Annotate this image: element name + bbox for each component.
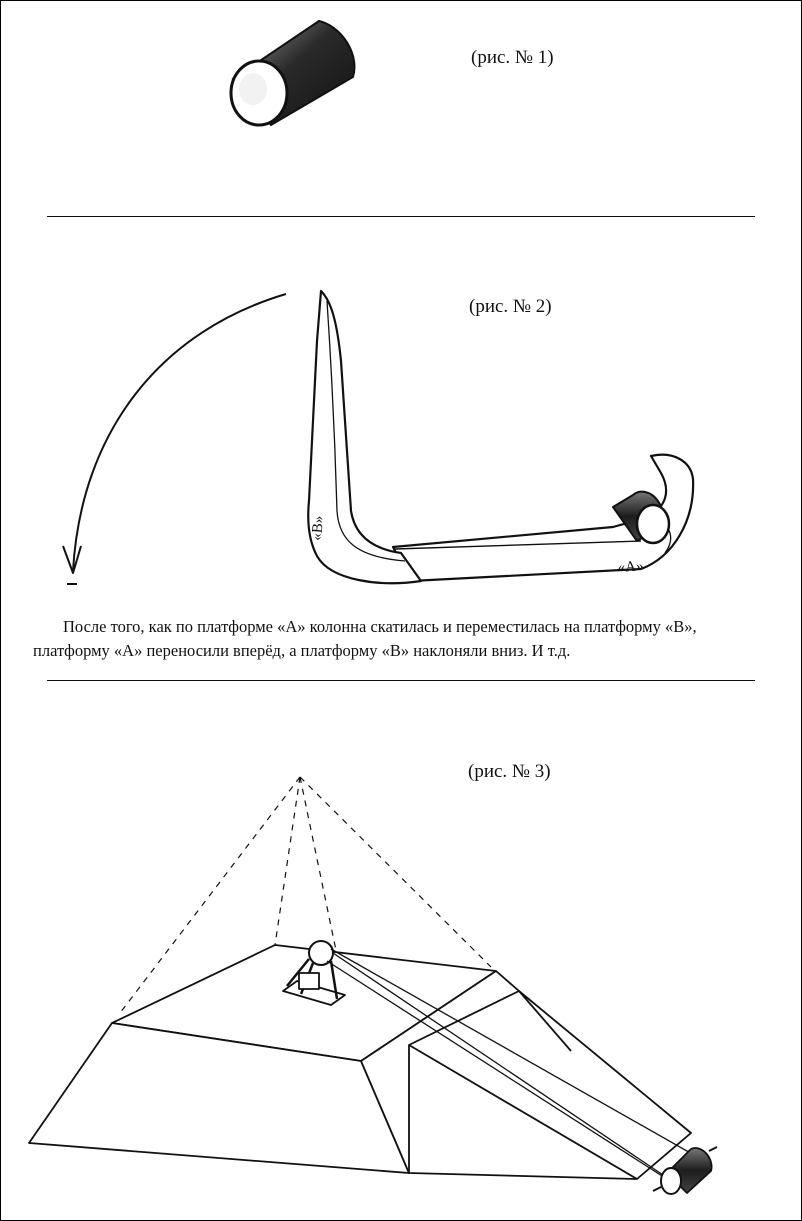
- figure-3-caption: (рис. № 3): [468, 761, 551, 782]
- label-platform-a: «А»: [617, 558, 645, 576]
- label-platform-b: «В»: [309, 515, 328, 542]
- figure-1-cylinder: [231, 21, 354, 125]
- divider: [47, 680, 755, 681]
- figure-3-pyramid: [29, 777, 717, 1194]
- divider: [47, 216, 755, 217]
- explanation-paragraph: [1, 615, 801, 663]
- figure-2-caption: (рис. № 2): [469, 296, 552, 317]
- paragraph-line: После того, как по платформе «А» колонна скатилась и переместилась на платформу «В»,: [63, 617, 697, 636]
- figure-2-platforms: [63, 291, 693, 584]
- paragraph-line: платформу «А» переносили вперёд, а платформу «В» наклоняли вниз. И т.д.: [33, 641, 571, 660]
- figure-1-caption: (рис. № 1): [471, 47, 554, 68]
- illustrations: [1, 1, 801, 1220]
